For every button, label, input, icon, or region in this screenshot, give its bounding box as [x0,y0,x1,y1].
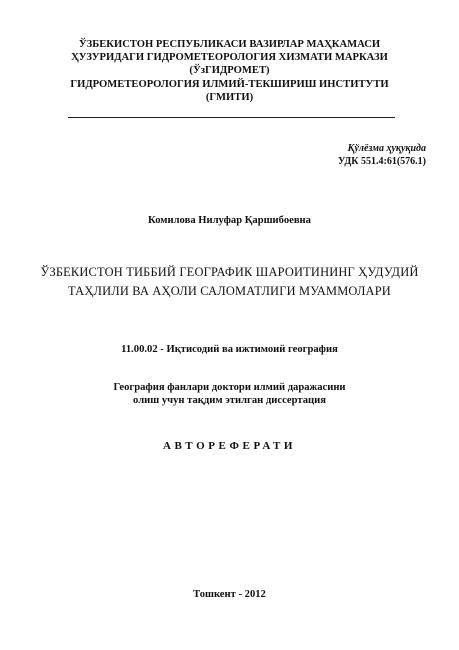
header-line: ҲУЗУРИДАГИ ГИДРОМЕТЕОРОЛОГИЯ ХИЗМАТИ МАРКАЗИ [71,52,388,64]
degree-line: География фанлари доктори илмий даражасини [113,382,346,393]
institution-header [40,38,419,104]
title-line: ЎЗБЕКИСТОН ТИББИЙ ГЕОГРАФИК ШАРОИТИНИНГ ҲУДУДИЙ [40,265,419,279]
title-line: ТАҲЛИЛИ ВА АҲОЛИ САЛОМАТЛИГИ МУАММОЛАРИ [68,284,391,298]
degree-line: олиш учун тақдим этилган диссертация [133,395,326,406]
header-line: ЎЗБЕКИСТОН РЕСПУБЛИКАСИ ВАЗИРЛАР МАҲКАМАСИ [78,39,381,50]
author-name: Комилова Нилуфар Қаршибоевна [148,215,311,226]
specialty-code: 11.00.02 - Иқтисодий ва ижтимоий география [121,344,338,355]
header-line: ГИДРОМЕТЕОРОЛОГИЯ ИЛМИЙ-ТЕКШИРИШ ИНСТИТУТИ [70,78,389,90]
manuscript-mark: Қўлёзма ҳуқуқида [347,143,426,154]
classification-block [338,143,426,168]
header-divider [68,117,395,118]
header-line: (ЎзГИДРОМЕТ) [189,65,270,77]
degree-statement [0,381,459,407]
document-type: АВТОРЕФЕРАТИ [162,440,297,452]
udc-code: УДК 551.4:61(576.1) [338,155,426,167]
document-title [20,263,439,301]
place-and-year: Тошкент - 2012 [193,589,266,600]
header-line: (ГМИТИ) [205,91,254,103]
